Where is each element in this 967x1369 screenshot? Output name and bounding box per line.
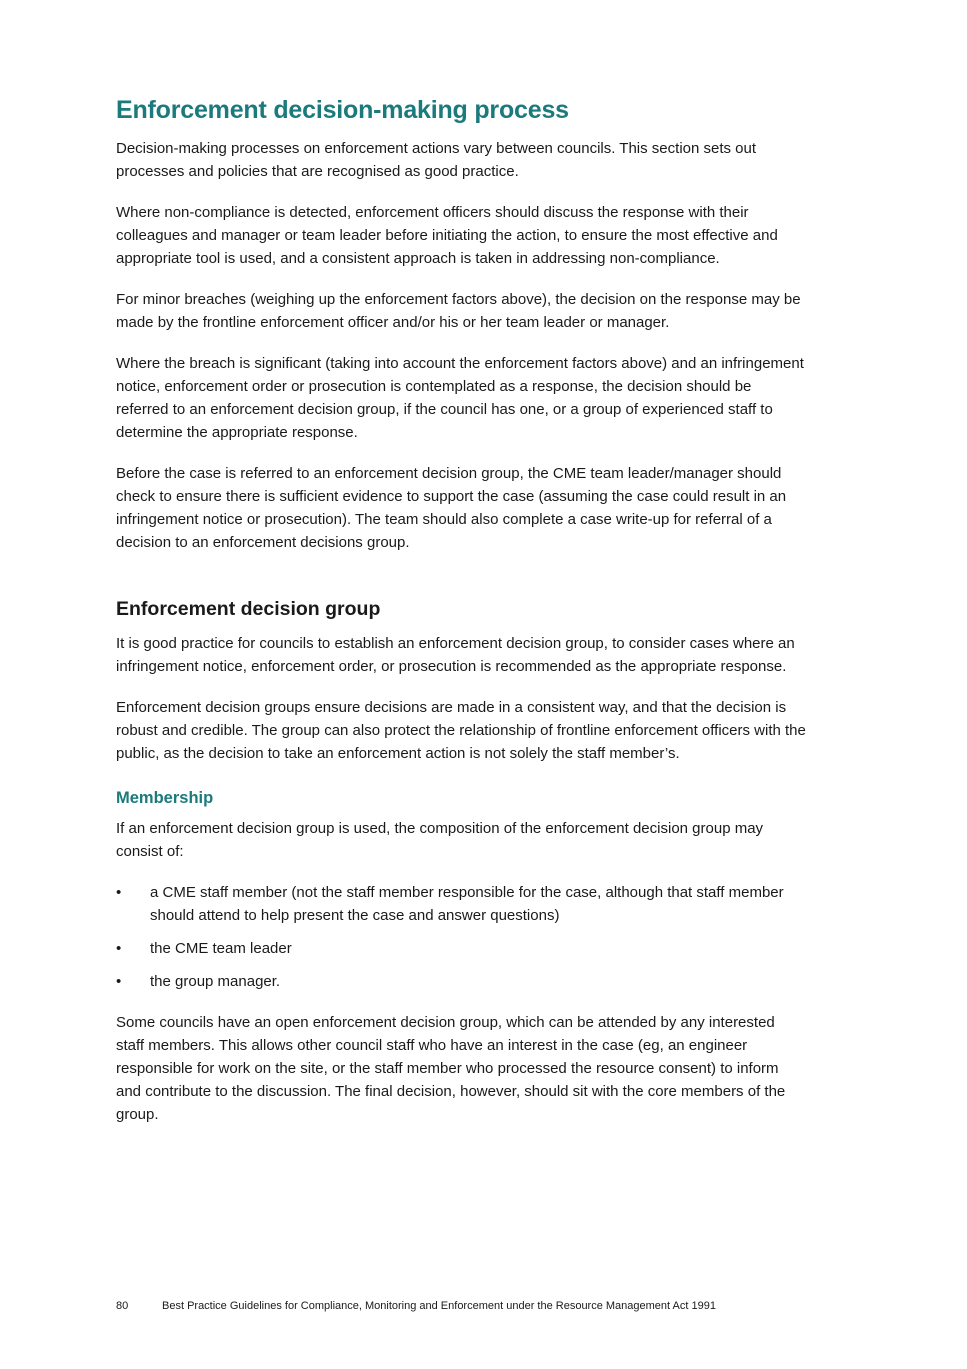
bullet-icon: • (116, 973, 122, 990)
section-heading: Enforcement decision group (116, 598, 381, 620)
section-paragraph-1: It is good practice for councils to establish an enforcement decision group, to consider cases where an infringement notice, enforcement order, or prosecution is recommended as the appropriate response. (116, 635, 795, 675)
list-item-text: the group manager. (150, 973, 281, 990)
list-item (116, 970, 806, 993)
page-number: 80 (116, 1300, 129, 1312)
bullet-icon: • (116, 940, 122, 957)
membership-closing: Some councils have an open enforcement decision group, which can be attended by any interested staff members. This allows other council staff who have an interest in the case (eg, an engineer responsible for work on the site, or the staff member who processed the resource consent) to inform and contribute to the discussion. The final decision, however, should sit with the core members of the group. (116, 1014, 786, 1123)
list-item (116, 881, 806, 927)
membership-list (116, 881, 806, 993)
footer-title: Best Practice Guidelines for Compliance, Monitoring and Enforcement under the Resource Management Act 1991 (162, 1300, 716, 1312)
intro-paragraph-1: Decision-making processes on enforcement actions vary between councils. This section sets out processes and policies that are recognised as good practice. (116, 140, 757, 180)
intro-paragraph-2: Where non-compliance is detected, enforcement officers should discuss the response with their colleagues and manager or team leader before initiating the action, to ensure the most effective and appropriate tool is used, and a consistent approach is taken in addressing non-compliance. (116, 204, 778, 267)
intro-paragraph-4: Where the breach is significant (taking into account the enforcement factors above) and an infringement notice, enforcement order or prosecution is contemplated as a response, the decision should be referred to an enforcement decision group, if the council has one, or a group of experienced staff to determine the appropriate response. (116, 355, 804, 441)
membership-intro: If an enforcement decision group is used, the composition of the enforcement decision group may consist of: (116, 820, 764, 860)
page-content (116, 94, 806, 1144)
bullet-icon: • (116, 884, 122, 901)
section-paragraph-2: Enforcement decision groups ensure decisions are made in a consistent way, and that the decision is robust and credible. The group can also protect the relationship of frontline enforcement officers with the public, as the decision to take an enforcement action is not solely the staff member’s. (116, 699, 806, 762)
intro-paragraph-3: For minor breaches (weighing up the enforcement factors above), the decision on the response may be made by the frontline enforcement officer and/or his or her team leader or manager. (116, 291, 801, 331)
list-item-text: a CME staff member (not the staff member responsible for the case, although that staff member should attend to help present the case and answer questions) (150, 884, 784, 924)
membership-heading: Membership (116, 789, 214, 807)
list-item-text: the CME team leader (150, 940, 292, 957)
list-item (116, 937, 806, 960)
page-footer (116, 1298, 716, 1314)
page-title: Enforcement decision-making process (116, 96, 569, 124)
intro-paragraph-5: Before the case is referred to an enforcement decision group, the CME team leader/manager should check to ensure there is sufficient evidence to support the case (assuming the case could result in an infringement notice or prosecution). The team should also complete a case write-up for referral of a decision to an enforcement decisions group. (116, 465, 787, 551)
